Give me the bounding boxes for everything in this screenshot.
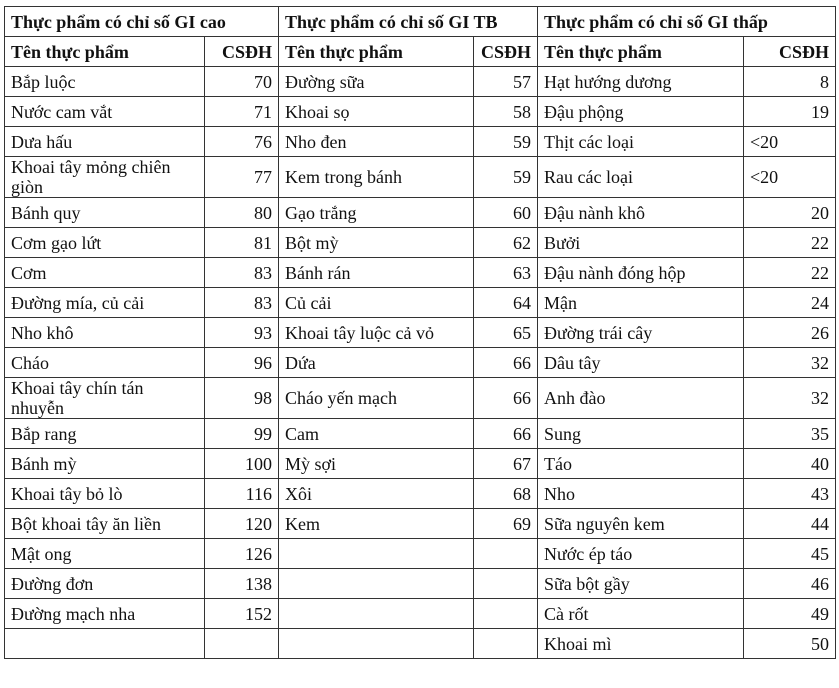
gi-value-cell: 83: [205, 288, 279, 318]
food-name-cell: Rau các loại: [538, 157, 744, 198]
gi-value-cell: <20: [744, 157, 836, 198]
gi-value-cell: 49: [744, 599, 836, 629]
gi-value-cell: 8: [744, 67, 836, 97]
gi-value-cell: 58: [474, 97, 538, 127]
gi-value-cell: 80: [205, 198, 279, 228]
gi-value-cell: 24: [744, 288, 836, 318]
food-name-cell: Khoai sọ: [279, 97, 474, 127]
gi-value-cell: 83: [205, 258, 279, 288]
food-name-cell: [279, 539, 474, 569]
gi-value-cell: 60: [474, 198, 538, 228]
table-row: [5, 479, 836, 509]
gi-value-cell: 98: [205, 378, 279, 419]
food-name-cell: Mật ong: [5, 539, 205, 569]
food-name-cell: [279, 569, 474, 599]
food-name-cell: Kem trong bánh: [279, 157, 474, 198]
gi-value-cell: 77: [205, 157, 279, 198]
gi-value-cell: 93: [205, 318, 279, 348]
food-name-cell: Mỳ sợi: [279, 449, 474, 479]
gi-value-cell: 26: [744, 318, 836, 348]
table-row: [5, 258, 836, 288]
food-name-cell: Bắp rang: [5, 419, 205, 449]
gi-value-cell: 19: [744, 97, 836, 127]
food-name-cell: Bột khoai tây ăn liền: [5, 509, 205, 539]
food-name-cell: Bắp luộc: [5, 67, 205, 97]
gi-value-cell: 70: [205, 67, 279, 97]
food-name-cell: Đường mạch nha: [5, 599, 205, 629]
gi-value-cell: 65: [474, 318, 538, 348]
table-row: [5, 67, 836, 97]
column-header-food-name: Tên thực phẩm: [538, 37, 744, 67]
table-row: [5, 157, 836, 198]
table-row: [5, 599, 836, 629]
gi-value-cell: 22: [744, 228, 836, 258]
table-row: [5, 127, 836, 157]
table-row: [5, 509, 836, 539]
food-name-cell: Gạo trắng: [279, 198, 474, 228]
food-name-cell: Bánh mỳ: [5, 449, 205, 479]
gi-value-cell: 44: [744, 509, 836, 539]
table-row: [5, 97, 836, 127]
table-row: [5, 569, 836, 599]
gi-value-cell: 35: [744, 419, 836, 449]
gi-value-cell: 32: [744, 348, 836, 378]
gi-value-cell: 20: [744, 198, 836, 228]
column-header-food-name: Tên thực phẩm: [5, 37, 205, 67]
gi-value-cell: 100: [205, 449, 279, 479]
gi-value-cell: 71: [205, 97, 279, 127]
gi-value-cell: 120: [205, 509, 279, 539]
food-name-cell: Khoai tây chín tán nhuyễn: [5, 378, 205, 419]
food-name-cell: Mận: [538, 288, 744, 318]
gi-value-cell: 68: [474, 479, 538, 509]
gi-value-cell: 59: [474, 127, 538, 157]
food-name-cell: Cơm gạo lứt: [5, 228, 205, 258]
gi-value-cell: 152: [205, 599, 279, 629]
food-name-cell: Củ cải: [279, 288, 474, 318]
gi-value-cell: <20: [744, 127, 836, 157]
gi-value-cell: 66: [474, 419, 538, 449]
gi-value-cell: 50: [744, 629, 836, 659]
column-header-gi-value: CSĐH: [205, 37, 279, 67]
gi-value-cell: 57: [474, 67, 538, 97]
food-name-cell: Cháo: [5, 348, 205, 378]
gi-value-cell: 67: [474, 449, 538, 479]
gi-value-cell: [474, 569, 538, 599]
table-row: [5, 629, 836, 659]
food-name-cell: Dưa hấu: [5, 127, 205, 157]
gi-value-cell: 69: [474, 509, 538, 539]
food-name-cell: Cà rốt: [538, 599, 744, 629]
food-name-cell: Đậu nành khô: [538, 198, 744, 228]
gi-value-cell: 66: [474, 348, 538, 378]
food-name-cell: Hạt hướng dương: [538, 67, 744, 97]
table-row: [5, 288, 836, 318]
food-name-cell: Khoai tây luộc cả vỏ: [279, 318, 474, 348]
food-name-cell: Cháo yến mạch: [279, 378, 474, 419]
food-name-cell: Khoai tây mỏng chiên giòn: [5, 157, 205, 198]
table-body: [5, 67, 836, 659]
food-name-cell: Đường sữa: [279, 67, 474, 97]
food-name-cell: Bưởi: [538, 228, 744, 258]
food-name-cell: Khoai tây bỏ lò: [5, 479, 205, 509]
food-name-cell: Nho khô: [5, 318, 205, 348]
table-row: [5, 348, 836, 378]
food-name-cell: Cam: [279, 419, 474, 449]
gi-value-cell: 62: [474, 228, 538, 258]
gi-value-cell: 126: [205, 539, 279, 569]
gi-value-cell: 43: [744, 479, 836, 509]
gi-value-cell: 116: [205, 479, 279, 509]
column-header-gi-value: CSĐH: [474, 37, 538, 67]
gi-value-cell: 81: [205, 228, 279, 258]
table-row: [5, 318, 836, 348]
food-name-cell: Nước cam vắt: [5, 97, 205, 127]
gi-value-cell: 138: [205, 569, 279, 599]
gi-value-cell: [474, 629, 538, 659]
gi-food-table: [4, 6, 836, 659]
table-row: [5, 419, 836, 449]
gi-value-cell: 59: [474, 157, 538, 198]
food-name-cell: Cơm: [5, 258, 205, 288]
group-title-medium-gi: Thực phẩm có chỉ số GI TB: [279, 7, 538, 37]
food-name-cell: Nho: [538, 479, 744, 509]
gi-value-cell: 99: [205, 419, 279, 449]
food-name-cell: Anh đào: [538, 378, 744, 419]
table-row: [5, 449, 836, 479]
food-name-cell: Táo: [538, 449, 744, 479]
food-name-cell: Đậu phộng: [538, 97, 744, 127]
gi-value-cell: 63: [474, 258, 538, 288]
food-name-cell: Nho đen: [279, 127, 474, 157]
table-row: [5, 198, 836, 228]
gi-value-cell: 76: [205, 127, 279, 157]
food-name-cell: Đậu nành đóng hộp: [538, 258, 744, 288]
food-name-cell: Bánh rán: [279, 258, 474, 288]
food-name-cell: Sữa nguyên kem: [538, 509, 744, 539]
food-name-cell: Nước ép táo: [538, 539, 744, 569]
food-name-cell: Bánh quy: [5, 198, 205, 228]
food-name-cell: Dứa: [279, 348, 474, 378]
gi-value-cell: 96: [205, 348, 279, 378]
food-name-cell: Thịt các loại: [538, 127, 744, 157]
gi-value-cell: 22: [744, 258, 836, 288]
food-name-cell: [5, 629, 205, 659]
group-title-low-gi: Thực phẩm có chỉ số GI thấp: [538, 7, 836, 37]
food-name-cell: Dâu tây: [538, 348, 744, 378]
food-name-cell: Xôi: [279, 479, 474, 509]
food-name-cell: Bột mỳ: [279, 228, 474, 258]
food-name-cell: Sữa bột gầy: [538, 569, 744, 599]
table-row: [5, 539, 836, 569]
column-header-food-name: Tên thực phẩm: [279, 37, 474, 67]
food-name-cell: [279, 599, 474, 629]
gi-value-cell: [205, 629, 279, 659]
gi-value-cell: 64: [474, 288, 538, 318]
food-name-cell: Đường trái cây: [538, 318, 744, 348]
table-row: [5, 228, 836, 258]
food-name-cell: Đường đơn: [5, 569, 205, 599]
food-name-cell: Kem: [279, 509, 474, 539]
food-name-cell: Đường mía, củ cải: [5, 288, 205, 318]
gi-value-cell: 66: [474, 378, 538, 419]
gi-value-cell: 46: [744, 569, 836, 599]
group-title-high-gi: Thực phẩm có chỉ số GI cao: [5, 7, 279, 37]
column-header-gi-value: CSĐH: [744, 37, 836, 67]
gi-value-cell: 45: [744, 539, 836, 569]
gi-value-cell: 40: [744, 449, 836, 479]
food-name-cell: [279, 629, 474, 659]
gi-value-cell: 32: [744, 378, 836, 419]
table-row: [5, 378, 836, 419]
food-name-cell: Sung: [538, 419, 744, 449]
gi-value-cell: [474, 539, 538, 569]
food-name-cell: Khoai mì: [538, 629, 744, 659]
gi-value-cell: [474, 599, 538, 629]
